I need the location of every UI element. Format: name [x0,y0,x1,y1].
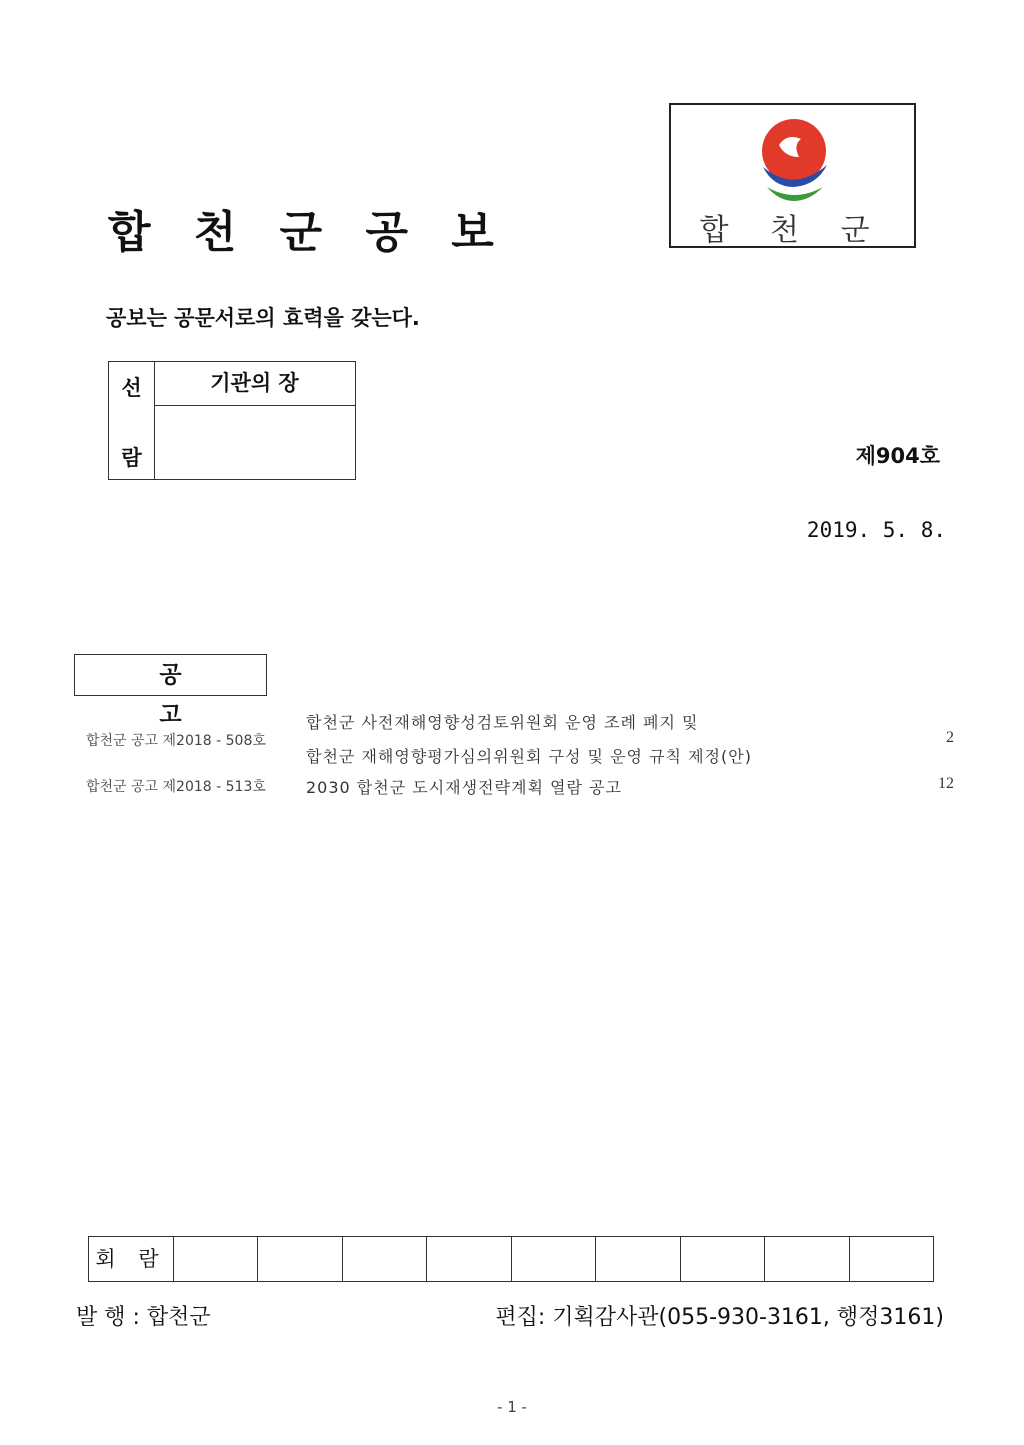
toc-page-number: 2 [946,729,954,746]
review-cell [850,1237,933,1281]
review-cell [427,1237,511,1281]
editor-contact: 편집: 기획감사관(055-930-3161, 행정3161) [495,1305,944,1330]
page-number: - 1 - [497,1398,527,1416]
review-table [88,1236,934,1282]
review-cell [681,1237,765,1281]
review-cell [512,1237,596,1281]
toc-notice-title: 합천군 재해영향평가심의위원회 구성 및 운영 규칙 제정(안) [306,747,752,766]
review-cell [174,1237,258,1281]
hapcheon-emblem-icon [757,115,831,207]
circulation-label-top: 선 [121,376,142,400]
page-title: 합 천 군 공 보 [108,207,508,258]
issue-number: 제904호 [855,444,940,468]
review-cell [596,1237,680,1281]
toc-notice-title: 2030 합천군 도시재생전략계획 열람 공고 [306,778,622,797]
toc-notice-number: 합천군 공고 제2018 - 508호 [86,733,266,749]
publisher: 발 행 : 합천군 [76,1305,211,1330]
review-cell [258,1237,342,1281]
issue-date: 2019. 5. 8. [806,518,946,542]
toc-page-number: 12 [938,775,954,792]
section-title: 공 고 [74,654,267,696]
review-cell [343,1237,427,1281]
toc-notice-number: 합천군 공고 제2018 - 513호 [86,779,266,795]
logo-box [669,103,916,248]
circulation-label-bottom: 람 [121,446,142,470]
circulation-box [108,361,356,480]
circulation-header: 기관의 장 [154,362,355,406]
logo-text: 합 천 군 [699,213,886,248]
page-subtitle: 공보는 공문서로의 효력을 갖는다. [106,306,420,330]
toc-notice-title: 합천군 사전재해영향성검토위원회 운영 조례 폐지 및 [306,713,699,732]
review-label: 회 람 [89,1237,174,1281]
circulation-label-column [109,362,155,479]
review-cell [765,1237,849,1281]
